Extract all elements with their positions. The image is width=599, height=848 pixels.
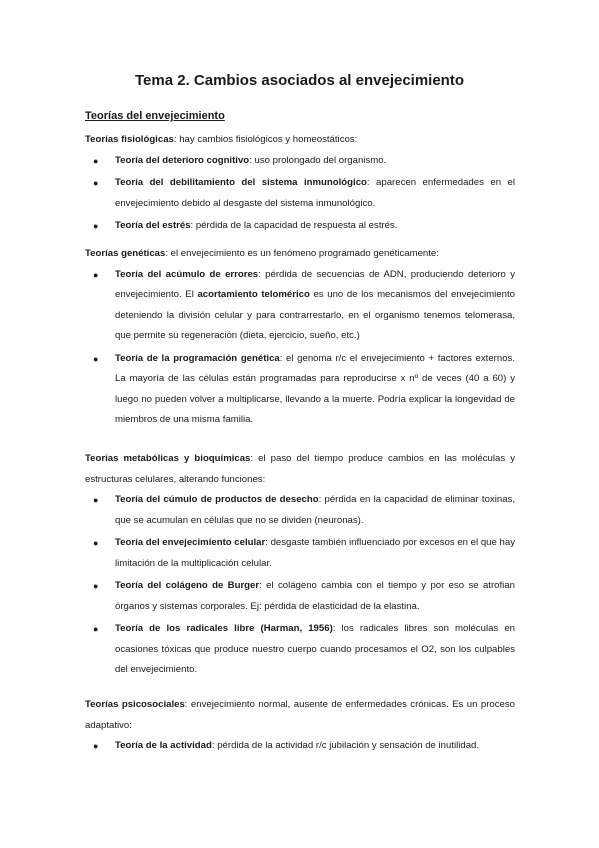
- theory-text: : desgaste también influenciado por excesos en el que hay limitación de la multiplicación celular.: [115, 537, 515, 569]
- bullet-icon: ●: [93, 155, 99, 166]
- bullet-icon: ●: [93, 741, 99, 751]
- theory-name: Teoría del colágeno de Burger: [115, 580, 260, 591]
- group-intro: [85, 130, 515, 151]
- group-heading: Teorías genéticas: [85, 248, 166, 259]
- theory-text: : aparecen enfermedades en el envejecimiento debido al desgaste del sistema inmunológico.: [115, 177, 515, 209]
- theory-name: Teoría del acúmulo de errores: [115, 268, 259, 280]
- list-item: [85, 151, 515, 172]
- group-intro-text: : el envejecimiento es un fenómeno programado genéticamente:: [165, 248, 439, 259]
- theory-text: : pérdida de la capacidad de respuesta al estrés.: [190, 220, 398, 231]
- list-item: [85, 265, 515, 347]
- theory-name-secondary: acortamiento telomérico: [197, 289, 310, 300]
- group-heading: Teorías metabólicas y bioquímicas: [85, 453, 251, 464]
- theory-text: : los radicales libres son moléculas en ocasiones tóxicas que produce nuestro cuerpo cuando procesamos el O2, son los culpables del envejecimiento.: [115, 623, 515, 675]
- theory-text: : el genoma r/c el envejecimiento + factores externos. La mayoría de las células están programadas para reproducirse x nº de veces (40 a 60) y luego no pueden volver a multiplicarse, llevando a la muerte. Podría explicar la longevidad de miembros de una misma familia.: [115, 352, 515, 425]
- bullet-icon: ●: [93, 178, 99, 188]
- document-title: Tema 2. Cambios asociados al envejecimiento: [134, 72, 465, 89]
- theory-text: : pérdida de secuencias de ADN, produciendo deterioro y envejecimiento. El: [115, 268, 515, 300]
- bullet-icon: ●: [93, 538, 99, 548]
- group-geneticas: [85, 244, 515, 433]
- bullet-icon: ●: [93, 353, 99, 364]
- theory-name: Teoría del cúmulo de productos de desecho: [115, 494, 319, 505]
- theory-name: Teoría del deterioro cognitivo: [115, 154, 250, 166]
- group-metabolicas: [85, 449, 515, 683]
- theory-list: [85, 265, 515, 431]
- bullet-icon: ●: [93, 581, 99, 591]
- theory-text: : el colágeno cambia con el tiempo y por eso se atrofian órganos y sistemas corporales. Ej: pérdida de elasticidad de la elastina.: [115, 580, 515, 612]
- group-intro: [85, 244, 515, 265]
- bullet-icon: ●: [93, 495, 99, 505]
- theory-name: Teoría del debilitamiento del sistema inmunológico: [115, 177, 367, 188]
- theory-text-secondary: es uno de los mecanismos del envejecimiento deteniendo la división celular y para contrarrestarlo, en el organismo tenemos telomerasa, que permite su regeneración (dieta, ejercicio, sueño, etc.): [115, 289, 515, 341]
- theory-list: [85, 151, 515, 237]
- list-item: [85, 216, 515, 237]
- theory-name: Teoría del envejecimiento celular: [115, 537, 266, 548]
- theory-name: Teoría de la actividad: [115, 740, 212, 751]
- bullet-icon: ●: [93, 624, 99, 634]
- section-title: Teorías del envejecimiento: [85, 110, 225, 122]
- group-psicosociales: [85, 695, 515, 759]
- theory-name: Teoría de los radicales libre (Harman, 1956): [115, 623, 333, 634]
- group-fisiologicas: [85, 130, 515, 239]
- theory-text: : pérdida en la capacidad de eliminar toxinas, que se acumulan en células que no se dividen (neuronas).: [115, 494, 515, 526]
- list-item: [85, 173, 515, 214]
- theory-name: Teoría de la programación genética: [115, 352, 280, 364]
- list-item: [85, 533, 515, 574]
- group-intro-text: : hay cambios fisiológicos y homeostáticos:: [173, 134, 358, 145]
- list-item: [85, 619, 515, 681]
- list-item: [85, 349, 515, 431]
- bullet-icon: ●: [93, 221, 99, 231]
- bullet-icon: ●: [93, 269, 99, 280]
- group-intro-text: : envejecimiento normal, ausente de enfermedades crónicas. Es un proceso adaptativo:: [85, 699, 515, 731]
- group-heading: Teorías fisiológicas: [85, 134, 174, 145]
- theory-list: [85, 490, 515, 681]
- list-item: [85, 490, 515, 531]
- theory-text: : uso prolongado del organismo.: [249, 154, 387, 166]
- group-intro-text: : el paso del tiempo produce cambios en las moléculas y estructuras celulares, alterando funciones:: [85, 453, 515, 485]
- group-intro: [85, 449, 515, 490]
- theory-text: : pérdida de la actividad r/c jubilación y sensación de inutilidad.: [211, 740, 480, 751]
- group-heading: Teorías psicosociales: [85, 699, 185, 710]
- theory-name: Teoría del estrés: [115, 220, 191, 231]
- theory-list: [85, 736, 515, 757]
- group-intro: [85, 695, 515, 736]
- list-item: [85, 576, 515, 617]
- list-item: [85, 736, 515, 757]
